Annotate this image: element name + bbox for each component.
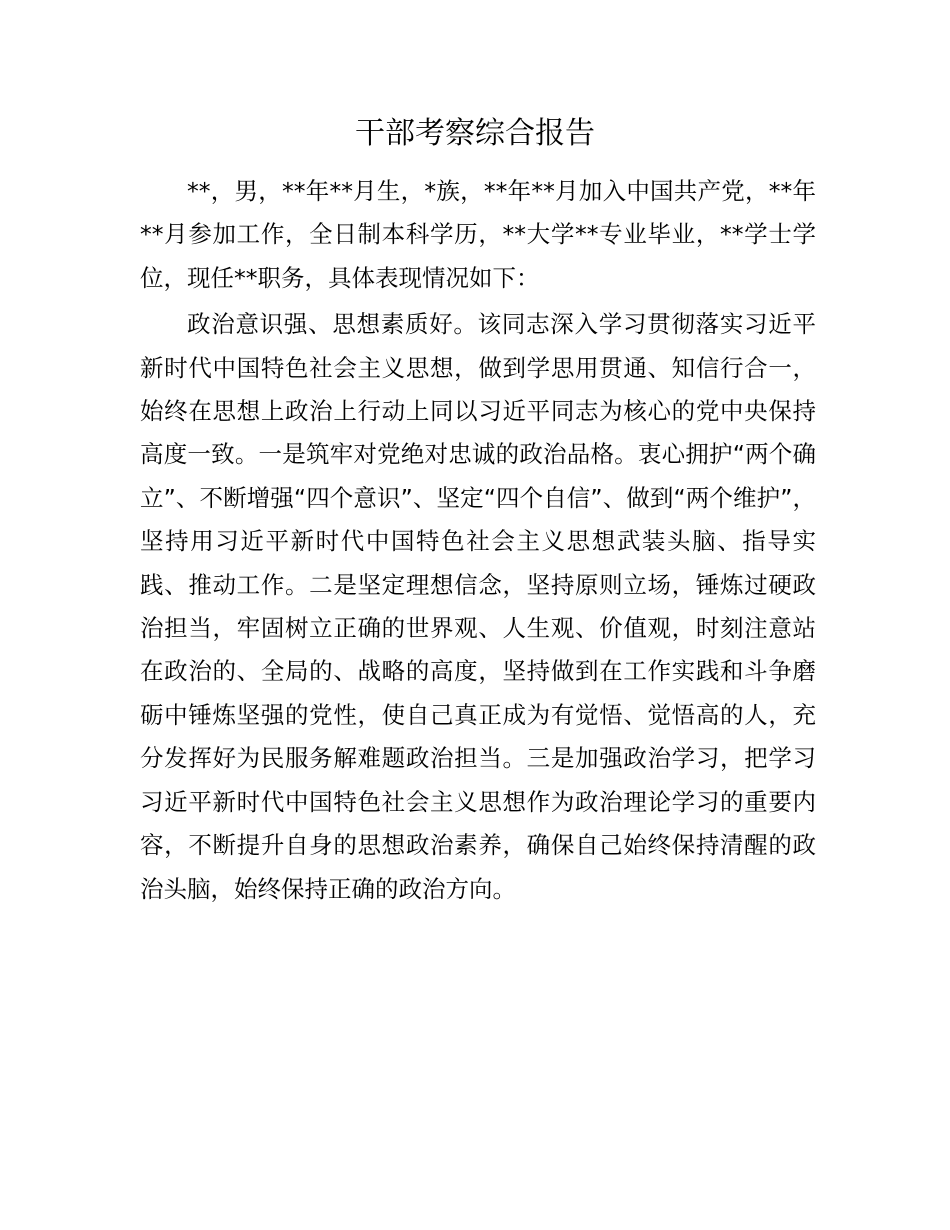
paragraph-personal-info: **，男，**年**月生，*族，**年**月加入中国共产党，**年**月参加工作，全日制本科学历，**大学**专业毕业，**学士学位，现任**职务，具体表现情况如下： <box>140 177 816 292</box>
paragraph-political-performance: 政治意识强、思想素质好。该同志深入学习贯彻落实习近平新时代中国特色社会主义思想，做到学思用贯通、知信行合一，始终在思想上政治上行动上同以习近平同志为核心的党中央保持高度一致。一是筑牢对党绝对忠诚的政治品格。衷心拥护“两个确立”、不断增强“四个意识”、坚定“四个自信”、做到“两个维护”，坚持用习近平新时代中国特色社会主义思想武装头脑、指导实践、推动工作。二是坚定理想信念，坚持原则立场，锤炼过硬政治担当，牢固树立正确的世界观、人生观、价值观，时刻注意站在政治的、全局的、战略的高度，坚持做到在工作实践和斗争磨砺中锤炼坚强的党性，使自己真正成为有觉悟、觉悟高的人，充分发挥好为民服务解难题政治担当。三是加强政治学习，把学习习近平新时代中国特色社会主义思想作为政治理论学习的重要内容，不断提升自身的思想政治素养，确保自己始终保持清醒的政治头脑，始终保持正确的政治方向。 <box>140 310 816 903</box>
document-body <box>140 170 816 911</box>
document-title: 干部考察综合报告 <box>355 116 595 151</box>
